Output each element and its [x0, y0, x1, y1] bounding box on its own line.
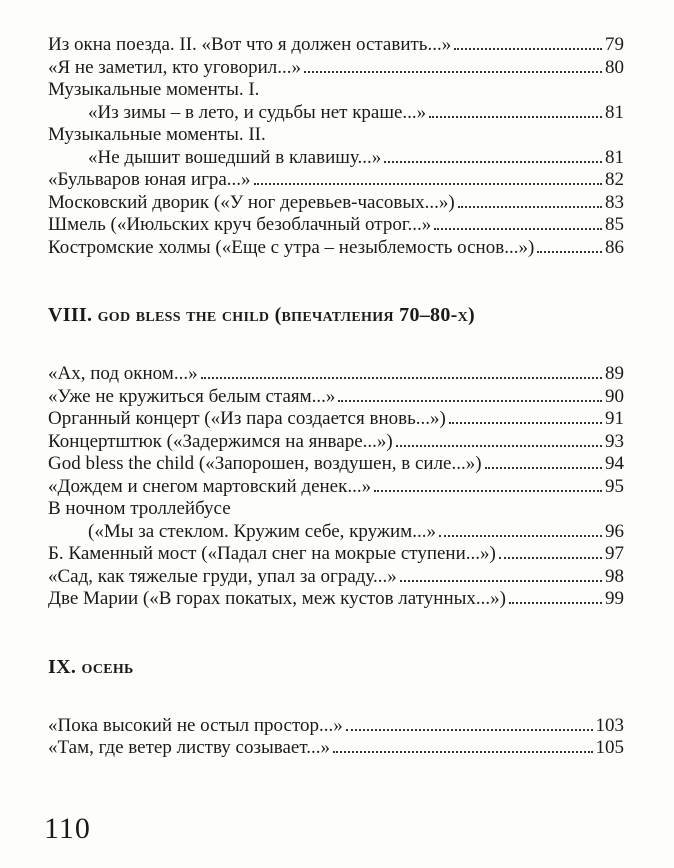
toc-entry-title: Две Марии («В горах покатых, меж кустов латунных...»): [48, 588, 506, 609]
dot-leader: [338, 400, 602, 402]
toc-entry-page: 105: [595, 737, 624, 758]
toc-entry: [48, 169, 624, 192]
dot-leader: [454, 48, 602, 50]
toc-list-ix: [48, 715, 624, 760]
dot-leader: [304, 71, 602, 73]
dot-leader: [434, 228, 602, 230]
toc-entry-page: 85: [605, 214, 624, 235]
toc-entry: [48, 715, 624, 738]
toc-entry: [48, 237, 624, 260]
dot-leader: [201, 377, 602, 379]
dot-leader: [499, 557, 602, 559]
toc-entry-title: «Из зимы – в лето, и судьбы нет краше...»: [88, 101, 427, 123]
dot-leader: [384, 161, 602, 163]
toc-page: [48, 34, 624, 760]
toc-entry: [48, 57, 624, 80]
toc-entry: [48, 476, 624, 499]
toc-entry-title: Московский дворик («У ног деревьев-часовых...»): [48, 191, 455, 213]
toc-entry-page: 103: [595, 714, 624, 736]
section-heading-viii: [48, 303, 624, 327]
toc-entry-title: «Уже не кружиться белым стаям...»: [48, 385, 336, 407]
section-title: god bless the child: [97, 304, 270, 326]
toc-entry-page: 80: [605, 56, 624, 78]
section-heading-ix: [48, 655, 624, 679]
toc-entry-heading: Музыкальные моменты. I.: [48, 79, 260, 100]
toc-entry-title: Б. Каменный мост («Падал снег на мокрые ступени...»): [48, 543, 496, 564]
dot-leader: [537, 251, 602, 253]
section-numeral: IX.: [48, 655, 77, 678]
toc-entry: [48, 566, 624, 589]
toc-entry: [48, 408, 624, 431]
toc-entry-page: 98: [605, 565, 624, 587]
toc-entry-title: Шмель («Июльских круч безоблачный отрог...»: [48, 214, 432, 235]
page-number: 110: [44, 812, 91, 845]
toc-entry: [48, 214, 624, 237]
toc-entry-page: 94: [605, 453, 624, 474]
toc-entry: [48, 34, 624, 57]
toc-entry: [48, 737, 624, 760]
dot-leader: [485, 467, 602, 469]
toc-entry: [48, 102, 624, 125]
toc-entry-title: Из окна поезда. II. «Вот что я должен оставить...»: [48, 34, 452, 55]
dot-leader: [509, 602, 602, 604]
toc-entry-page: 83: [605, 191, 624, 213]
toc-entry-title: «Я не заметил, кто уговорил...»: [48, 56, 301, 78]
section-numeral: VIII.: [48, 304, 93, 326]
toc-entry-title: Концертштюк («Задержимся на январе...»): [48, 430, 393, 452]
toc-entry-title: «Не дышит вошедший в клавишу...»: [88, 146, 382, 168]
section-subtitle: (впечатления 70–80-х): [274, 304, 475, 326]
toc-entry-page: 86: [605, 236, 624, 258]
toc-entry-title: («Мы за стеклом. Кружим себе, кружим...»: [88, 520, 436, 542]
dot-leader: [449, 422, 602, 424]
dot-leader: [254, 183, 602, 185]
dot-leader: [346, 729, 593, 731]
toc-entry-title: «Бульваров юная игра...»: [48, 169, 251, 190]
toc-entry-page: 95: [605, 475, 624, 497]
toc-entry-page: 82: [605, 169, 624, 190]
toc-entry: [48, 363, 624, 386]
toc-entry-page: 93: [605, 430, 624, 452]
toc-entry: [48, 543, 624, 566]
toc-entry-page: 96: [605, 520, 624, 542]
toc-entry: [48, 386, 624, 409]
toc-entry-page: 91: [605, 408, 624, 429]
dot-leader: [429, 116, 602, 118]
toc-entry-heading: Музыкальные моменты. II.: [48, 124, 266, 145]
toc-list-viii: [48, 363, 624, 611]
toc-entry-page: 81: [605, 146, 624, 168]
toc-list-top: [48, 34, 624, 259]
toc-entry-title: Костромские холмы («Еще с утра – незыблемость основ...»): [48, 236, 535, 258]
dot-leader: [439, 535, 602, 537]
dot-leader: [333, 751, 593, 753]
toc-entry-page: 97: [605, 543, 624, 564]
dot-leader: [400, 580, 602, 582]
dot-leader: [374, 490, 602, 492]
toc-entry-page: 79: [605, 34, 624, 55]
toc-entry: [48, 588, 624, 611]
toc-entry: [48, 453, 624, 476]
dot-leader: [458, 206, 602, 208]
toc-entry-title: «Дождем и снегом мартовский денек...»: [48, 475, 372, 497]
toc-entry: [48, 521, 624, 544]
toc-entry-page: 90: [605, 385, 624, 407]
toc-entry: [48, 431, 624, 454]
toc-entry-title: God bless the child («Запорошен, воздушен, в силе...»): [48, 453, 482, 474]
toc-entry-heading: В ночном троллейбусе: [48, 498, 231, 519]
toc-entry-title: «Пока высокий не остыл простор...»: [48, 714, 343, 736]
toc-entry-title: «Ах, под окном...»: [48, 363, 198, 384]
toc-entry-title: Органный концерт («Из пара создается вновь...»): [48, 408, 446, 429]
toc-entry-page: 89: [605, 363, 624, 384]
toc-entry-page: 81: [605, 101, 624, 123]
dot-leader: [396, 445, 602, 447]
section-title: осень: [81, 655, 134, 678]
toc-entry-title: «Сад, как тяжелые груди, упал за ограду...»: [48, 565, 397, 587]
toc-entry-title: «Там, где ветер листву созывает...»: [48, 737, 330, 758]
toc-entry: [48, 147, 624, 170]
toc-entry: [48, 192, 624, 215]
toc-entry-page: 99: [605, 588, 624, 609]
